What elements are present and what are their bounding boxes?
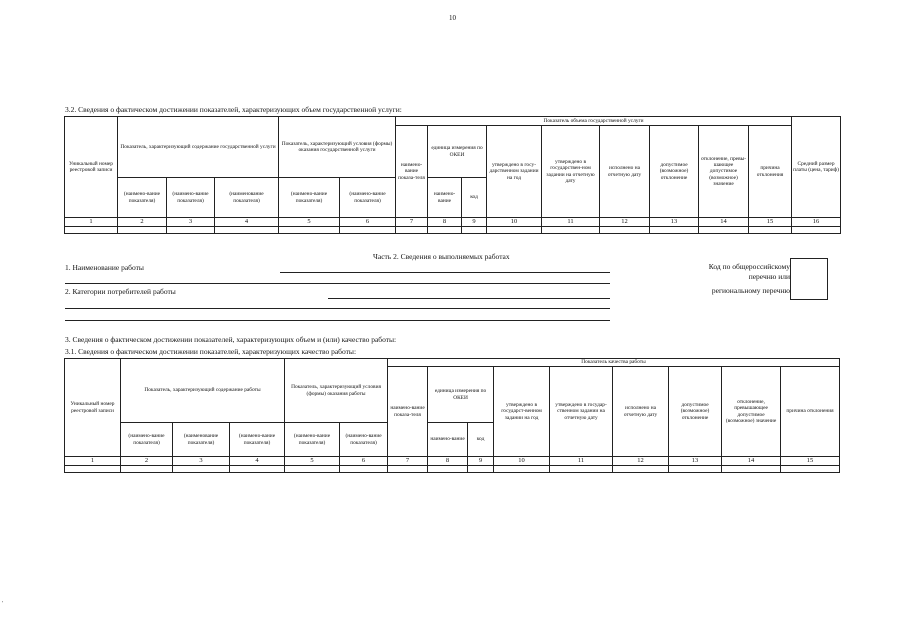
- table-cell[interactable]: [65, 227, 118, 234]
- table-cell[interactable]: [230, 466, 285, 473]
- consumer-category-line-2[interactable]: [65, 308, 610, 309]
- table-cell[interactable]: [340, 227, 396, 234]
- header-unique-number: Уникальный номер реестровой записи: [65, 359, 121, 457]
- header-allowed-deviation: допустимое (возможное) отклонение: [669, 367, 722, 457]
- subheader-unit-name: наимено-вание: [428, 423, 468, 457]
- table-cell[interactable]: [669, 466, 722, 473]
- column-number: 8: [428, 457, 468, 466]
- header-average-fee: Средний размер платы (цена, тариф): [792, 117, 841, 218]
- subheader-unit-code: код: [462, 178, 487, 218]
- registry-code-box[interactable]: [790, 258, 828, 300]
- header-content-indicator: Показатель, характеризующий содержание государственной услуги: [118, 117, 279, 178]
- table-cell[interactable]: [613, 466, 669, 473]
- column-number: 5: [279, 218, 340, 227]
- table-cell[interactable]: [428, 227, 462, 234]
- column-number: 15: [781, 457, 840, 466]
- column-number: 14: [699, 218, 749, 227]
- column-number: 7: [388, 457, 428, 466]
- table-row: [65, 466, 840, 473]
- header-unit-okei: единица измерения по ОКЕИ: [428, 126, 487, 178]
- table-cell[interactable]: [781, 466, 840, 473]
- table-cell[interactable]: [285, 466, 340, 473]
- column-number: 1: [65, 457, 121, 466]
- volume-service-table: [64, 116, 841, 234]
- column-number: 13: [669, 457, 722, 466]
- table-cell[interactable]: [118, 227, 167, 234]
- column-number: 2: [121, 457, 173, 466]
- table-cell[interactable]: [396, 227, 428, 234]
- column-number: 4: [230, 457, 285, 466]
- table-cell[interactable]: [542, 227, 600, 234]
- header-executed: исполнено на отчетную дату: [600, 126, 650, 218]
- table-cell[interactable]: [167, 227, 215, 234]
- registry-code-line: Код по общероссийскому: [708, 262, 790, 271]
- subheader-unit-name: наимено-вание: [428, 178, 462, 218]
- consumer-category-line[interactable]: [328, 298, 610, 299]
- header-deviation-reason: причина отклонения: [781, 367, 840, 457]
- column-number: 7: [396, 218, 428, 227]
- header-approved-date: утверждено в государ-ственном задании на отчетную дату: [550, 367, 613, 457]
- header-approved-year: утверждено в госу-дарственном задании на год: [487, 126, 542, 218]
- table-cell[interactable]: [650, 227, 699, 234]
- header-conditions-indicator: Показатель, характеризующий условия (формы) оказания работы: [285, 359, 388, 423]
- column-number: 3: [167, 218, 215, 227]
- header-approved-date: утверждено в государствен-ном задании на отчетную дату: [542, 126, 600, 218]
- subheader-indicator-name: (наимено-вание показателя): [118, 178, 167, 218]
- column-number: 16: [792, 218, 841, 227]
- header-unit-okei: единица измерения по ОКЕИ: [428, 367, 494, 423]
- registry-code-line: региональному перечню: [711, 286, 790, 296]
- work-name-label: 1. Наименование работы: [65, 263, 144, 272]
- column-number: 13: [650, 218, 699, 227]
- table-cell[interactable]: [340, 466, 388, 473]
- table-cell[interactable]: [173, 466, 230, 473]
- table-cell[interactable]: [699, 227, 749, 234]
- column-number: 9: [462, 218, 487, 227]
- column-number: 14: [722, 457, 781, 466]
- table-cell[interactable]: [550, 466, 613, 473]
- table-cell[interactable]: [487, 227, 542, 234]
- header-content-indicator: Показатель, характеризующий содержание работы: [121, 359, 285, 423]
- subheader-indicator-name: (наимено-вание показателя): [167, 178, 215, 218]
- table-cell[interactable]: [792, 227, 841, 234]
- header-conditions-indicator: Показатель, характеризующий условия (формы) оказания государственной услуги: [279, 117, 396, 178]
- subheader-indicator-name: (наимено-вание показателя): [230, 423, 285, 457]
- table-cell[interactable]: [749, 227, 792, 234]
- header-allowed-deviation: допустимое (возможное) отклонение: [650, 126, 699, 218]
- subheader-indicator-name: (наимено-вание показателя): [285, 423, 340, 457]
- subheader-unit-code: код: [468, 423, 494, 457]
- column-number: 4: [215, 218, 279, 227]
- table-cell[interactable]: [462, 227, 487, 234]
- subheader-indicator-name: (наимено-вание показателя): [340, 178, 396, 218]
- column-number: 2: [118, 218, 167, 227]
- registry-code-label: [664, 262, 790, 296]
- margin-mark: ': [2, 601, 4, 607]
- table-row: [65, 227, 841, 234]
- header-volume-group: Показатель объема государственной услуги: [396, 117, 792, 126]
- column-numbers-row: [65, 218, 841, 227]
- header-indicator-name: наимено-вание показа-теля: [396, 126, 428, 218]
- header-deviation-reason: причина отклонения: [749, 126, 792, 218]
- column-number: 5: [285, 457, 340, 466]
- table-cell[interactable]: [468, 466, 494, 473]
- column-number: 11: [550, 457, 613, 466]
- header-indicator-name: наимено-вание показа-теля: [388, 367, 428, 457]
- column-number: 11: [542, 218, 600, 227]
- registry-code-line: перечню или: [748, 272, 790, 282]
- column-number: 12: [600, 218, 650, 227]
- quality-work-table: [64, 358, 840, 473]
- header-quality-group: Показатель качества работы: [388, 359, 840, 367]
- column-number: 6: [340, 218, 396, 227]
- section-3-2-title: 3.2. Сведения о фактическом достижении показателей, характеризующих объем государственной услуги:: [65, 105, 402, 114]
- subheader-indicator-name: (наимено-вание показателя): [121, 423, 173, 457]
- column-numbers-row: [65, 457, 840, 466]
- table-cell[interactable]: [600, 227, 650, 234]
- section-3-1-title: 3.1. Сведения о фактическом достижении показателей, характеризующих качество работы:: [65, 347, 357, 356]
- column-number: 10: [494, 457, 550, 466]
- subheader-indicator-name: (наимено-вание показателя): [279, 178, 340, 218]
- consumer-category-label: 2. Категории потребителей работы: [65, 287, 176, 296]
- table-cell[interactable]: [428, 466, 468, 473]
- section-3-title: 3. Сведения о фактическом достижении показателей, характеризующих объем и (или) качество работы:: [65, 335, 397, 344]
- subheader-indicator-name: (наимено-вание показателя): [340, 423, 388, 457]
- header-exceeding-deviation: отклонение, превышающее допустимое (возможное) значение: [722, 367, 781, 457]
- column-number: 15: [749, 218, 792, 227]
- header-unique-number: Уникальный номер реестровой записи: [65, 117, 118, 218]
- column-number: 8: [428, 218, 462, 227]
- column-number: 3: [173, 457, 230, 466]
- part-2-title: Часть 2. Сведения о выполняемых работах: [373, 252, 510, 261]
- header-approved-year: утверждено в государст-венном задании на год: [494, 367, 550, 457]
- table-cell[interactable]: [121, 466, 173, 473]
- column-number: 10: [487, 218, 542, 227]
- column-number: 9: [468, 457, 494, 466]
- subheader-indicator-name: (наименование показателя): [173, 423, 230, 457]
- header-executed: исполнено на отчетную дату: [613, 367, 669, 457]
- work-name-line[interactable]: [280, 272, 610, 273]
- column-number: 1: [65, 218, 118, 227]
- table-cell[interactable]: [388, 466, 428, 473]
- subheader-indicator-name: (наименование показателя): [215, 178, 279, 218]
- column-number: 12: [613, 457, 669, 466]
- consumer-category-line-3[interactable]: [65, 320, 610, 321]
- table-cell[interactable]: [279, 227, 340, 234]
- page-number: 10: [449, 14, 456, 22]
- work-name-line-2[interactable]: [65, 283, 610, 284]
- table-cell[interactable]: [722, 466, 781, 473]
- table-cell[interactable]: [215, 227, 279, 234]
- table-cell[interactable]: [494, 466, 550, 473]
- table-cell[interactable]: [65, 466, 121, 473]
- header-exceeding-deviation: отклонение, превы-шающее допустимое (возможное) значение: [699, 126, 749, 218]
- column-number: 6: [340, 457, 388, 466]
